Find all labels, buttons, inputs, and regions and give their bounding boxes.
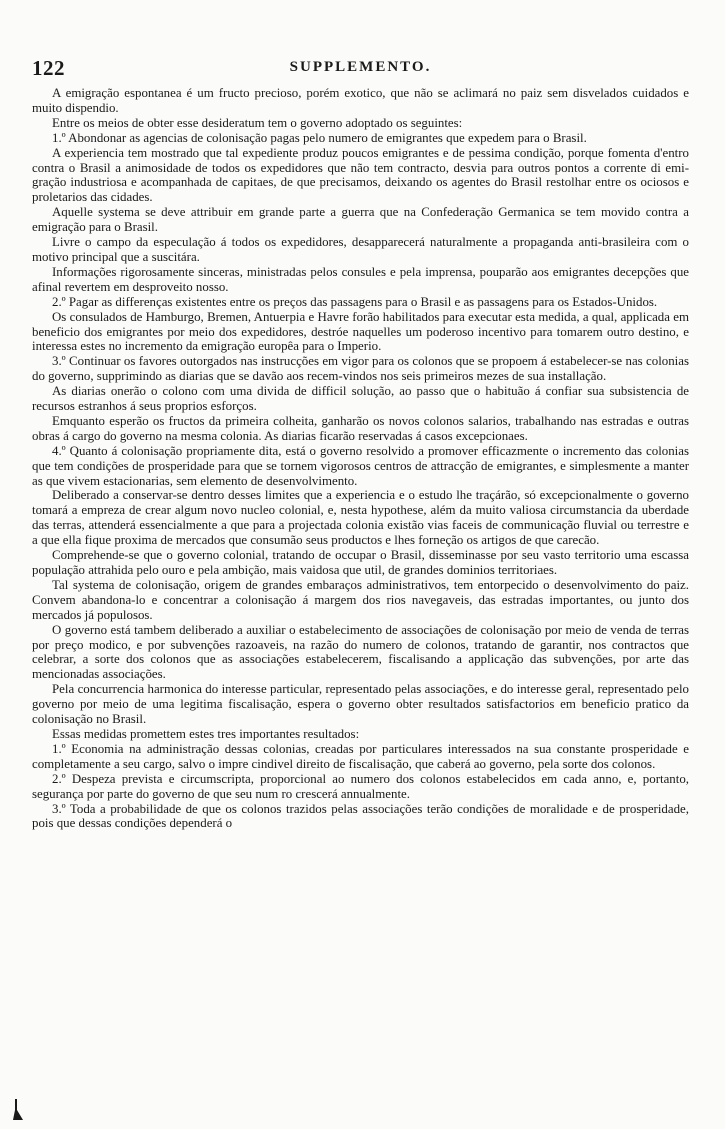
paragraph: Deliberado a conservar-se dentro desses limites que a experiencia e o estudo lhe traçárão, só excepcionalmente o governo tomará a empreza de crear algum novo nucleo colonial, e, nesta hypothese, além da muito valiosa circumstancia da uberdade das terras, attenderá essencialmente a que para a projectada colonia existão vias faceis de communicação fluvial ou terrestre e a que ella fique proxima de mercados que consumão seus productos e lhes forneção os artigos de que carecão. [32, 488, 689, 548]
paragraph: O governo está tambem deliberado a auxiliar o estabelecimento de associações de colonisação por meio de venda de terras por preço modico, e por subvenções razoaveis, na razão do numero de colonos, tratando de garantir, nos contractos que celebrar, a sorte dos colonos que as associações estabelecerem, fiscalisando a applicação das subvenções, por arte das mencionadas associações. [32, 622, 689, 682]
paragraph: 2.º Pagar as differenças existentes entre os preços das passagens para o Brasil e as passagens para os Estados-Unidos. [52, 294, 658, 309]
paragraph: Comprehende-se que o governo colonial, tratando de occupar o Brasil, disseminasse por seu vasto territorio uma escassa população attrahida pelo ouro e pela ambição, mais vaidosa que util, de grandes dominios territoriaes. [32, 548, 689, 577]
body-text [32, 86, 689, 831]
paragraph: As diarias onerão o colono com uma divida de difficil solução, ao passo que o habituão á confiar sua subsistencia de recursos estranhos á seus proprios esforços. [32, 384, 689, 414]
paragraph: 2.º Despeza prevista e circumscripta, proporcional ao numero dos colonos estabelecidos em cada anno, e, portanto, segurança por parte do governo de que seu num ro crescerá annualmente. [32, 771, 689, 801]
paragraph: Entre os meios de obter esse desideratum tem o governo adoptado os seguintes: [52, 115, 463, 130]
paragraph: Livre o campo da especulação á todos os expedidores, desapparecerá naturalmente a propaganda anti-brasileira com o motivo principal que a suscitára. [32, 235, 689, 264]
running-title: SUPPLEMENTO. [289, 59, 432, 75]
page-number: 122 [32, 56, 65, 80]
paragraph: Informações rigorosamente sinceras, ministradas pelos consules e pela imprensa, pouparão aos emigrantes decepções que afinal revertem em desproveito nosso. [32, 264, 689, 294]
paragraph: A experiencia tem mostrado que tal expediente produz poucos emigrantes e de pessima condição, porque fomenta d'entro contra o Brasil a animosidade de todos os expedidores que não tem contracto, desvia para outros pontos a corrente di emigração industriosa e acompanhada de capitaes, de que precisamos, deixando os agentes do Brasil restolhar entre os ociosos e proletarios das cidades. [32, 145, 689, 205]
paragraph: 3.º Continuar os favores outorgados nas instrucções em vigor para os colonos que se propoem á estabelecer-se nas colonias do governo, supprimindo as diarias que se davão aos recem-vindos nos seis primeiros mezes de sua installação. [32, 354, 689, 384]
paragraph: 1.º Economia na administração dessas colonias, creadas por particulares interessados na sua constante prosperidade e completamente a seu cargo, salvo o impre cindivel direito de fiscalisação, que caberá ao governo, pela sorte dos colonos. [32, 741, 689, 771]
paragraph: Os consulados de Hamburgo, Bremen, Antuerpia e Havre forão habilitados para executar esta medida, a qual, applicada em beneficio dos emigrantes por meio dos expedidores, destróe naquelles um poderoso incentivo para tomarem outro destino, e interessa estes no incremento da emigração europêa para o Imperio. [32, 309, 689, 354]
paragraph: A emigração espontanea é um fructo precioso, porém exotico, que não se aclimará no paiz sem disvelados cuidados e muito dispendio. [32, 86, 689, 115]
paragraph: 3.º Toda a probabilidade de que os colonos trazidos pelas associações terão condições de moralidade e de prosperidade, pois que dessas condições dependerá o [32, 801, 689, 831]
paragraph: Emquanto esperão os fructos da primeira colheita, ganharão os novos colonos salarios, trabalhando nas estradas e outras obras á cargo do governo na mesma colonia. As diarias ficarão reservadas á casos excepcionaes. [32, 413, 689, 443]
paragraph: 4.º Quanto á colonisação propriamente dita, está o governo resolvido a promover efficazmente o incremento das colonias que tem condições de prosperidade para que se tornem vigorosos centros de attracção de emigrantes, e simplesmente a manter as que vivem estacionarias, sem elemento de desenvolvimento. [32, 443, 689, 488]
page-header [32, 56, 689, 80]
paragraph: Tal systema de colonisação, origem de grandes embaraços administrativos, tem entorpecido o desenvolvimento do paiz. Convem abandona-lo e concentrar a colonisação á margem dos rios navegaveis, das estradas importantes, ou junto dos mercados já populosos. [32, 577, 689, 622]
page-corner-mark [12, 1098, 24, 1122]
paragraph: Essas medidas promettem estes tres importantes resultados: [52, 726, 360, 741]
paragraph: Aquelle systema se deve attribuir em grande parte a guerra que na Confederação Germanica se tem movido contra a emigração para o Brasil. [32, 205, 689, 235]
paragraph: Pela concurrencia harmonica do interesse particular, representado pelas associações, e do interesse geral, representado pelo governo por meio de uma legitima fiscalisação, espera o governo obter resultados satisfactorios em beneficio pratico da colonisação no Brasil. [32, 682, 689, 727]
paragraph: 1.º Abondonar as agencias de colonisação pagas pelo numero de emigrantes que expedem para o Brasil. [52, 130, 587, 145]
